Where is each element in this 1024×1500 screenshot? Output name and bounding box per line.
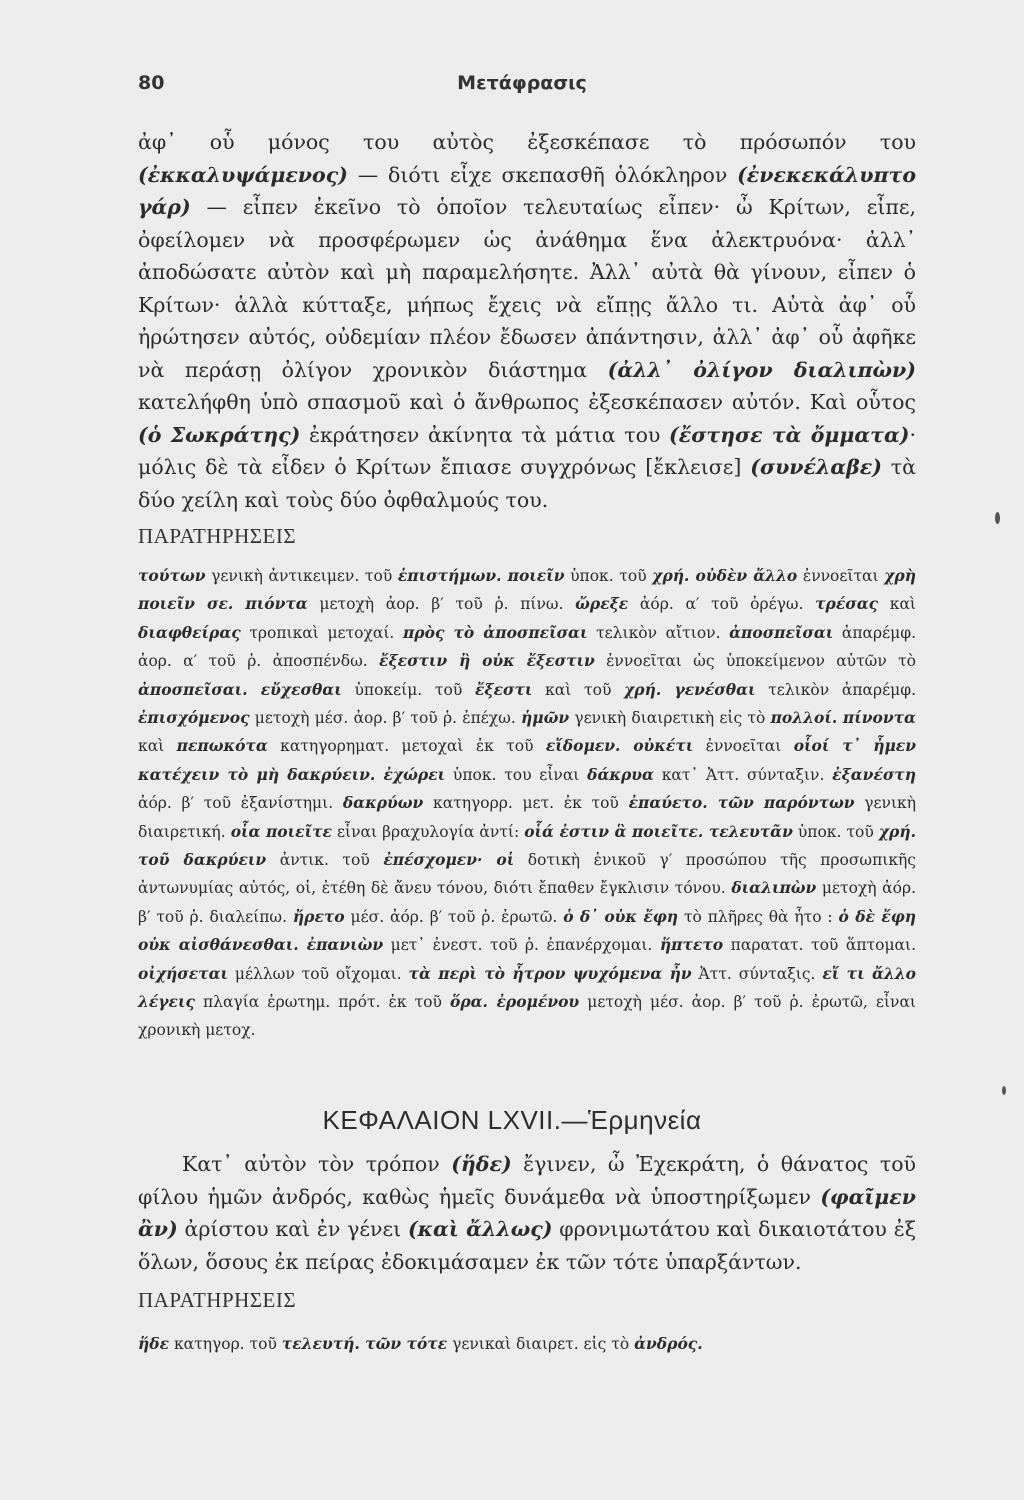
text-run: καὶ τοῦ (532, 680, 625, 699)
observations-notes-2 (138, 1330, 916, 1358)
emphasis-term: ἐπιστήμων. ποιεῖν (397, 566, 565, 585)
emphasis-term: (ἥδε) (451, 1152, 512, 1176)
text-run: μετ᾽ ἐνεστ. τοῦ ῥ. ἐπανέρχομαι. (383, 936, 660, 955)
text-run: ὑποκείμ. τοῦ (341, 680, 475, 699)
emphasis-term: ἀνδρός. (634, 1334, 703, 1353)
text-run: φρονιμωτάτου καὶ δικαιοτάτου ἐξ ὅλων, ὅσους ἐκ πείρας ἐδοκιμάσαμεν ἐκ τῶν τότε ὑπαρξάντων. (138, 1217, 916, 1274)
emphasis-term: (συνέλαβε) (750, 455, 882, 479)
text-run: ἀόρ. β′ τοῦ ἐξανίστημι. (138, 794, 343, 813)
emphasis-term: διαφθείρας (138, 622, 241, 642)
text-run: — διότι εἶχε σκεπασθῆ ὁλόκληρον (347, 162, 738, 187)
text-run: ἐννοεῖται (797, 567, 885, 585)
text-run: γενικὴ διαιρετική. (138, 794, 916, 841)
emphasis-term: οἷά ἐστιν ἃ ποιεῖτε. τελευτᾶν (524, 821, 793, 841)
text-run: κατηγορηματ. μετοχαὶ ἐκ τοῦ (267, 737, 546, 756)
emphasis-term: τελευτή. τῶν τότε (281, 1334, 448, 1353)
text-run: ὑποκ. τοῦ (792, 822, 879, 841)
scan-speck (1002, 1086, 1006, 1095)
emphasis-term: (ἐνεκεκάλυπτο γάρ) (138, 162, 916, 219)
text-run: ὑποκ. του εἶναι (445, 765, 588, 784)
text-run: κατελήφθη ὑπὸ σπασμοῦ καὶ ὁ ἄνθρωπος ἐξεσκέπασεν αὐτόν. Καὶ οὗτος (138, 390, 916, 414)
emphasis-term: ἡμῶν (521, 708, 570, 728)
emphasis-term: τὰ περὶ τὸ ἦτρον ψυχόμενα ἦν (408, 963, 692, 983)
text-run: κατ᾽ Ἀττ. σύνταξιν. (653, 765, 833, 784)
emphasis-term: πρὸς τὸ ἀποσπεῖσαι (402, 622, 588, 642)
text-run: μετοχὴ ἀορ. β′ τοῦ ῥ. πίνω. (307, 595, 576, 614)
page-number: 80 (138, 72, 165, 94)
emphasis-term: ἐπισχόμενος (138, 708, 250, 728)
emphasis-term: εἴ τι ἄλλο λέγεις (138, 963, 917, 1012)
observations-notes (138, 562, 916, 1044)
emphasis-term: οἷα ποιεῖτε (230, 821, 332, 841)
emphasis-term: ἥπτετο (659, 935, 724, 955)
emphasis-term: χρή. γενέσθαι (624, 679, 756, 699)
emphasis-term: ἐπαύετο. τῶν παρόντων (628, 793, 855, 813)
text-run: γενικὴ διαιρετικὴ εἰς τὸ (569, 709, 771, 728)
text-run: εἶναι βραχυλογία ἀντί: (331, 822, 525, 841)
translation-paragraph (138, 126, 916, 516)
emphasis-term: τούτων (138, 566, 206, 585)
text-run: · μόλις δὲ τὰ εἶδεν ὁ Κρίτων ἔπιασε συγχρόνως [ἔκλεισε] (138, 422, 916, 479)
emphasis-term: διαλιπὼν (731, 878, 817, 898)
emphasis-term: χρή. τοῦ δακρύειν (138, 821, 916, 870)
text-run: πλαγία ἐρωτημ. πρότ. ἐκ τοῦ (194, 993, 450, 1012)
text-run: — εἶπεν ἐκεῖνο τὸ ὁποῖον τελευταίως εἶπεν· ὦ Κρίτων, εἶπε, ὀφείλομεν νὰ προσφέρωμεν ὡς ἀνάθημα ἕνα ἀλεκτρυόνα· ἀλλ᾽ ἀποδώσατε αὐτὸν καὶ μὴ παραμελήσητε. Ἀλλ᾽ αὐτὰ θὰ γίνουν, εἶπεν ὁ Κρίτων· ἀλλὰ κύτταξε, μήπως ἔχεις νὰ εἴπῃς ἄλλο τι. Αὐτὰ ἀφ᾽ οὗ ἠρώτησεν αὐτός, οὐδεμίαν πλέον ἔδωσεν ἀπάντησιν, ἀλλ᾽ ἀφ᾽ οὗ ἀφῆκε νὰ περάσῃ ὀλίγον χρονικὸν διάστημα (138, 195, 916, 382)
text-run: καὶ (878, 595, 916, 614)
text-run: Ἀττ. σύνταξις. (691, 964, 823, 983)
emphasis-term: (ἀλλ᾽ ὀλίγον διαλιπὼν) (607, 357, 916, 382)
chapter-heading: ΚΕΦΑΛΑΙΟΝ LXVII.—Ἑρμηνεία (322, 1105, 702, 1135)
emphasis-term: (καὶ ἄλλως) (407, 1217, 553, 1241)
emphasis-term: ὅρα. ἐρομένου (449, 992, 580, 1012)
emphasis-term: δακρύων (342, 793, 424, 813)
observations-heading-2: ΠΑΡΑΤΗΡΗΣΕΙΣ (138, 1288, 297, 1312)
text-run: ἐκράτησεν ἀκίνητα τὰ μάτια του (300, 422, 670, 447)
text-run: μετοχὴ ἀόρ. β′ τοῦ ῥ. διαλείπω. (138, 879, 916, 926)
emphasis-term: ὁ δὲ ἔφη οὐκ αἰσθάνεσθαι. ἐπανιὼν (138, 906, 916, 955)
chapter-text (138, 1148, 916, 1278)
text-run: ἔγινεν, ὦ Ἐχεκράτη, ὁ θάνατος τοῦ φίλου ἡμῶν ἀνδρός, καθὼς ἡμεῖς δυνάμεθα νὰ ὑποστηρίξωμεν (138, 1152, 916, 1209)
emphasis-term: χρὴ ποιεῖν σε. πιόντα (138, 566, 917, 614)
emphasis-term: ὤρεξε (575, 594, 629, 614)
text-run: ἀντικ. τοῦ (266, 851, 384, 870)
text-run: ἀπαρέμφ. ἀορ. α′ τοῦ ῥ. ἀποσπένδω. (138, 623, 917, 671)
text-run: Κατ᾽ αὐτὸν τὸν τρόπον (182, 1152, 452, 1176)
text-run: τροπικαὶ μετοχαί. (240, 623, 403, 642)
emphasis-term: ἀποσπεῖσαι. εὔχεσθαι (138, 679, 342, 699)
text-run: μέσ. ἀόρ. β′ τοῦ ῥ. ἐρωτῶ. (344, 907, 564, 926)
emphasis-term: ἥδε (138, 1334, 170, 1353)
emphasis-term: (ὁ Σωκράτης) (138, 422, 301, 447)
text-run: ἀρίστου καὶ ἐν γένει (177, 1217, 408, 1241)
emphasis-term: χρή. οὐδὲν ἄλλο (652, 566, 798, 585)
emphasis-term: (ἐκκαλυψάμενος) (138, 162, 348, 187)
text-run: παρατατ. τοῦ ἅπτομαι. (723, 936, 916, 955)
text-run: ἐννοεῖται (693, 737, 794, 756)
chapter-paragraph (138, 1148, 916, 1278)
text-run: γενικὴ ἀντικειμεν. τοῦ (205, 567, 398, 585)
translation-text (138, 126, 916, 516)
emphasis-term: πεπωκότα (176, 736, 268, 756)
emphasis-term: (ἔστησε τὰ ὄμματα) (669, 422, 910, 447)
emphasis-term: ἔξεστιν ἢ οὐκ ἔξεστιν (379, 651, 595, 671)
text-run: δοτικὴ ἑνικοῦ γ′ προσώπου τῆς προσωπικῆς ἀντωνυμίας αὐτός, οἱ, ἐτέθη δὲ ἄνευ τόνου, διότι ἔπαθεν ἔγκλισιν τόνου. (138, 851, 916, 898)
emphasis-term: (φαῖμεν ἂν) (138, 1184, 916, 1241)
scan-speck (995, 512, 1000, 524)
text-run: κατηγορρ. μετ. ἐκ τοῦ (423, 794, 629, 813)
page-header (138, 72, 906, 102)
text-run: μέλλων τοῦ οἴχομαι. (228, 964, 409, 983)
text-run: ἀόρ. α′ τοῦ ὀρέγω. (628, 595, 816, 614)
text-run: καὶ (138, 737, 177, 756)
emphasis-term: ἐπέσχομεν· οἱ (383, 850, 515, 870)
text-run: τὰ δύο χείλη καὶ τοὺς δύο ὀφθαλμούς του. (138, 455, 916, 512)
text-run: τελικὸν αἴτιον. (587, 623, 730, 642)
text-run: γενικαὶ διαιρετ. εἰς τὸ (447, 1335, 635, 1353)
text-run: τὸ πλῆρες θὰ ἦτο : (678, 907, 839, 926)
emphasis-term: ἤρετο (292, 906, 345, 926)
text-run: τελικὸν ἀπαρέμφ. (755, 680, 917, 699)
observations-heading: ΠΑΡΑΤΗΡΗΣΕΙΣ (138, 524, 297, 548)
emphasis-term: ἀποσπεῖσαι (729, 622, 834, 642)
running-title: Μετάφρασις (457, 72, 587, 94)
text-run: μετοχὴ μέσ. ἀορ. β′ τοῦ ῥ. ἐρωτῶ, εἶναι χρονικὴ μετοχ. (138, 993, 916, 1039)
emphasis-term: πολλοί. πίνοντα (770, 708, 916, 728)
text-run: ὑποκ. τοῦ (564, 567, 653, 585)
emphasis-term: δάκρυα (587, 764, 654, 784)
text-run: κατηγορ. τοῦ (169, 1335, 282, 1353)
text-run: ἐννοεῖται ὡς ὑποκείμενον αὐτῶν τὸ (594, 652, 916, 671)
emphasis-term: ἔξεστι (474, 679, 533, 699)
emphasis-term: οἰχήσεται (138, 963, 229, 983)
emphasis-term: ἐξανέστη (832, 764, 916, 784)
emphasis-term: ὁ δ᾽ οὐκ ἔφη (563, 906, 679, 926)
emphasis-term: οἷοί τ᾽ ἦμεν κατέχειν τὸ μὴ δακρύειν. ἐχώρει (138, 736, 916, 784)
emphasis-term: τρέσας (815, 594, 879, 614)
text-run: ἀφ᾽ οὗ μόνος του αὐτὸς ἐξεσκέπασε τὸ πρόσωπόν του (138, 130, 916, 154)
emphasis-term: εἴδομεν. οὐκέτι (545, 736, 694, 756)
text-run: μετοχὴ μέσ. ἀορ. β′ τοῦ ῥ. ἐπέχω. (249, 709, 521, 728)
